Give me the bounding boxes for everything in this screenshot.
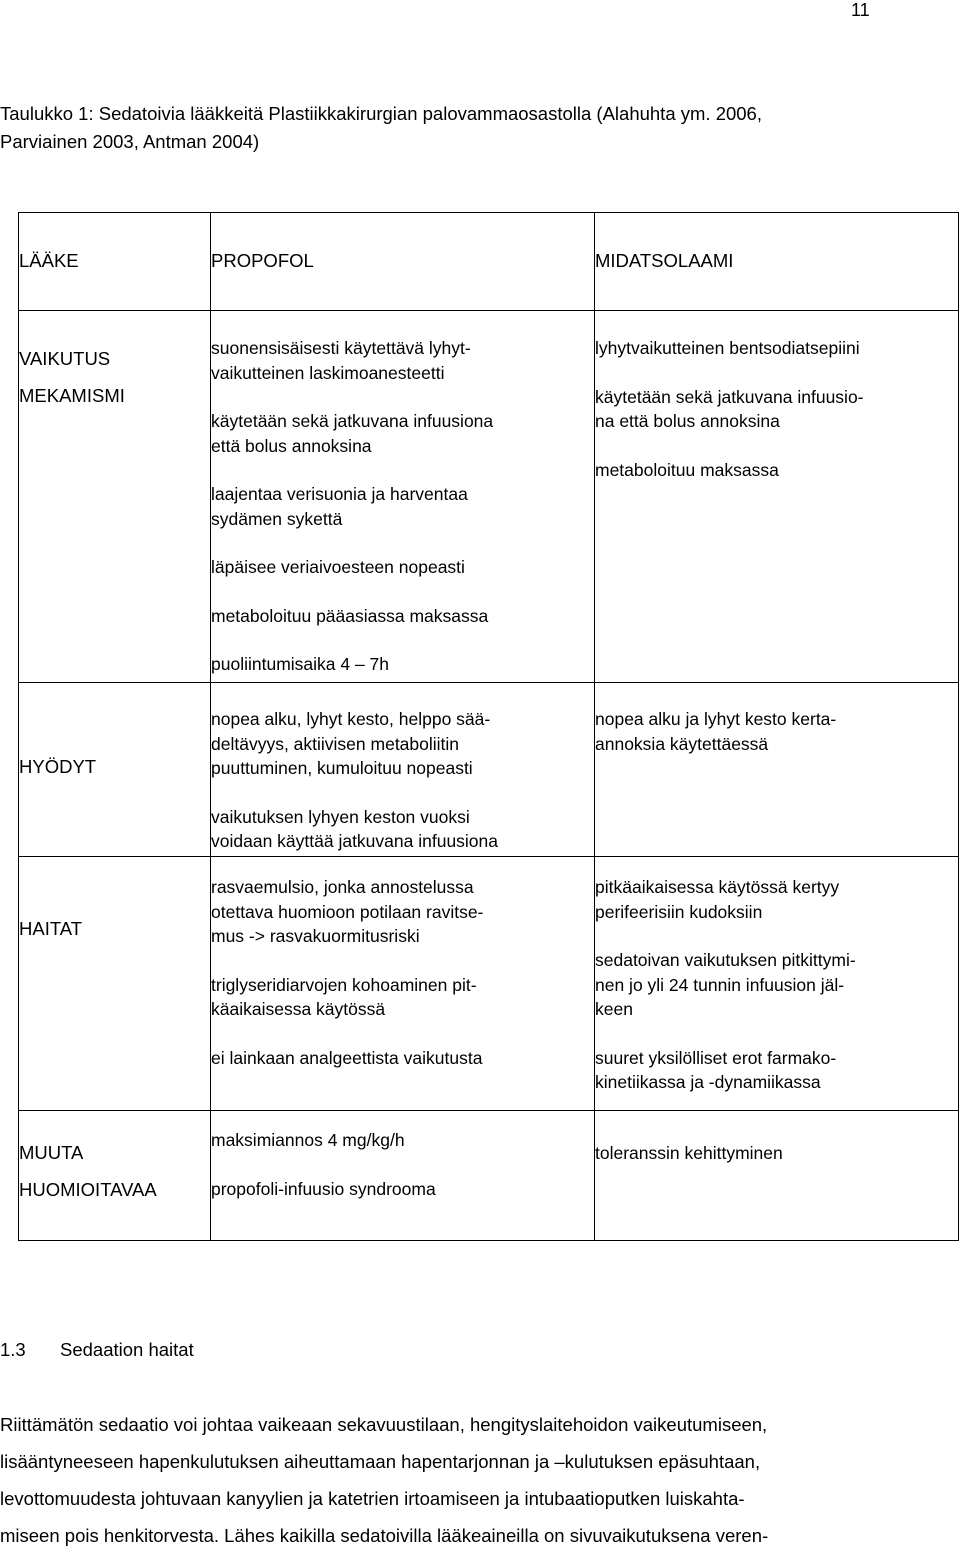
header-cell-propofol [211, 213, 595, 311]
cell-paragraph: läpäisee veriaivoesteen nopeasti [211, 557, 465, 577]
cell-paragraph: propofoli-infuusio syndrooma [211, 1178, 436, 1199]
section-heading [0, 1339, 194, 1361]
midazolam-mechanism-cell [595, 311, 959, 683]
cell-paragraph: lyhytvaikutteinen bentsodiatsepiini [595, 338, 860, 358]
row-label-cell [19, 311, 211, 683]
cell-paragraph: vaikutuksen lyhyen keston vuoksi voidaan käyttää jatkuvana infuusiona [211, 806, 499, 851]
cell-paragraph: nopea alku, lyhyt kesto, helppo sää- deltävyys, aktiivisen metaboliitin puuttuminen, kumuloituu nopeasti [211, 709, 491, 778]
caption-line: Parviainen 2003, Antman 2004) [0, 131, 260, 152]
cell-paragraph: käytetään sekä jatkuvana infuusio- na että bolus annoksina [595, 386, 864, 431]
header-drug: LÄÄKE [19, 250, 79, 272]
cell-paragraph: pitkäaikaisessa käytössä kertyy perifeerisiin kudoksiin [595, 877, 840, 922]
section-number: 1.3 [0, 1339, 26, 1360]
midazolam-drawbacks-cell [595, 857, 959, 1111]
table-caption [0, 100, 950, 156]
row-label-cell [19, 683, 211, 857]
cell-paragraph: ei lainkaan analgeettista vaikutusta [211, 1047, 483, 1068]
table-header-row [19, 213, 959, 311]
propofol-drawbacks-cell [211, 857, 595, 1111]
body-line: levottomuudesta johtuvaan kanyylien ja katetrien irtoamiseen ja intubaatioputken luiskahta- [0, 1488, 745, 1509]
row-label: HAITAT [19, 918, 83, 939]
cell-paragraph: rasvaemulsio, jonka annostelussa otettava huomioon potilaan ravitse- mus -> rasvakuormitusriski [211, 877, 484, 946]
body-line: Riittämätön sedaatio voi johtaa vaikeaan sekavuustilaan, hengityslaitehoidon vaikeutumiseen, [0, 1414, 768, 1435]
header-midazolam: MIDATSOLAAMI [595, 250, 734, 272]
row-label-cell [19, 1111, 211, 1241]
section-title: Sedaation haitat [60, 1339, 194, 1360]
header-cell-midazolam [595, 213, 959, 311]
body-line: lisääntyneeseen hapenkulutuksen aiheuttamaan hapentarjonnan ja –kulutuksen epäsuhtaan, [0, 1451, 761, 1472]
cell-paragraph: triglyseridiarvojen kohoaminen pit- käaikaisessa käytössä [211, 974, 477, 1019]
propofol-benefits-cell [211, 683, 595, 857]
cell-paragraph: suuret yksilölliset erot farmako- kinetiikassa ja -dynamiikassa [595, 1047, 837, 1092]
cell-paragraph: suonensisäisesti käytettävä lyhyt- vaikutteinen laskimoanesteetti [211, 338, 471, 383]
header-cell-drug [19, 213, 211, 311]
row-label: HYÖDYT [19, 756, 97, 777]
sedatives-table [18, 212, 959, 1241]
row-label: MEKAMISMI [19, 384, 125, 406]
table-row-benefits [19, 683, 959, 857]
cell-paragraph: käytetään sekä jatkuvana infuusiona että bolus annoksina [211, 411, 494, 456]
table-row-drawbacks [19, 857, 959, 1111]
cell-paragraph: laajentaa verisuonia ja harventaa sydämen sykettä [211, 484, 468, 529]
cell-paragraph: maksimiannos 4 mg/kg/h [211, 1130, 405, 1150]
body-paragraph [0, 1406, 958, 1554]
row-label: VAIKUTUS [19, 348, 111, 369]
page-number: 11 [851, 0, 870, 20]
cell-paragraph: metaboloituu pääasiassa maksassa [211, 605, 489, 626]
row-label-cell [19, 857, 211, 1111]
propofol-mechanism-cell [211, 311, 595, 683]
table-row-mechanism [19, 311, 959, 683]
row-label: MUUTA [19, 1142, 84, 1163]
cell-paragraph: nopea alku ja lyhyt kesto kerta- annoksia käytettäessä [595, 709, 837, 754]
midazolam-benefits-cell [595, 683, 959, 857]
cell-paragraph: metaboloituu maksassa [595, 459, 779, 480]
table-row-other [19, 1111, 959, 1241]
cell-paragraph: sedatoivan vaikutuksen pitkittymi- nen jo yli 24 tunnin infuusion jäl- keen [595, 950, 856, 1019]
caption-line: Taulukko 1: Sedatoivia lääkkeitä Plastiikkakirurgian palovammaosastolla (Alahuhta ym. 2006, [0, 103, 762, 124]
row-label: HUOMIOITAVAA [19, 1178, 157, 1200]
propofol-other-cell [211, 1111, 595, 1241]
cell-paragraph: toleranssin kehittyminen [595, 1143, 783, 1163]
body-line: miseen pois henkitorvesta. Lähes kaikilla sedatoivilla lääkeaineilla on sivuvaikutuksena veren- [0, 1525, 769, 1546]
header-propofol: PROPOFOL [211, 250, 314, 272]
cell-paragraph: puoliintumisaika 4 – 7h [211, 654, 390, 674]
midazolam-other-cell [595, 1111, 959, 1241]
